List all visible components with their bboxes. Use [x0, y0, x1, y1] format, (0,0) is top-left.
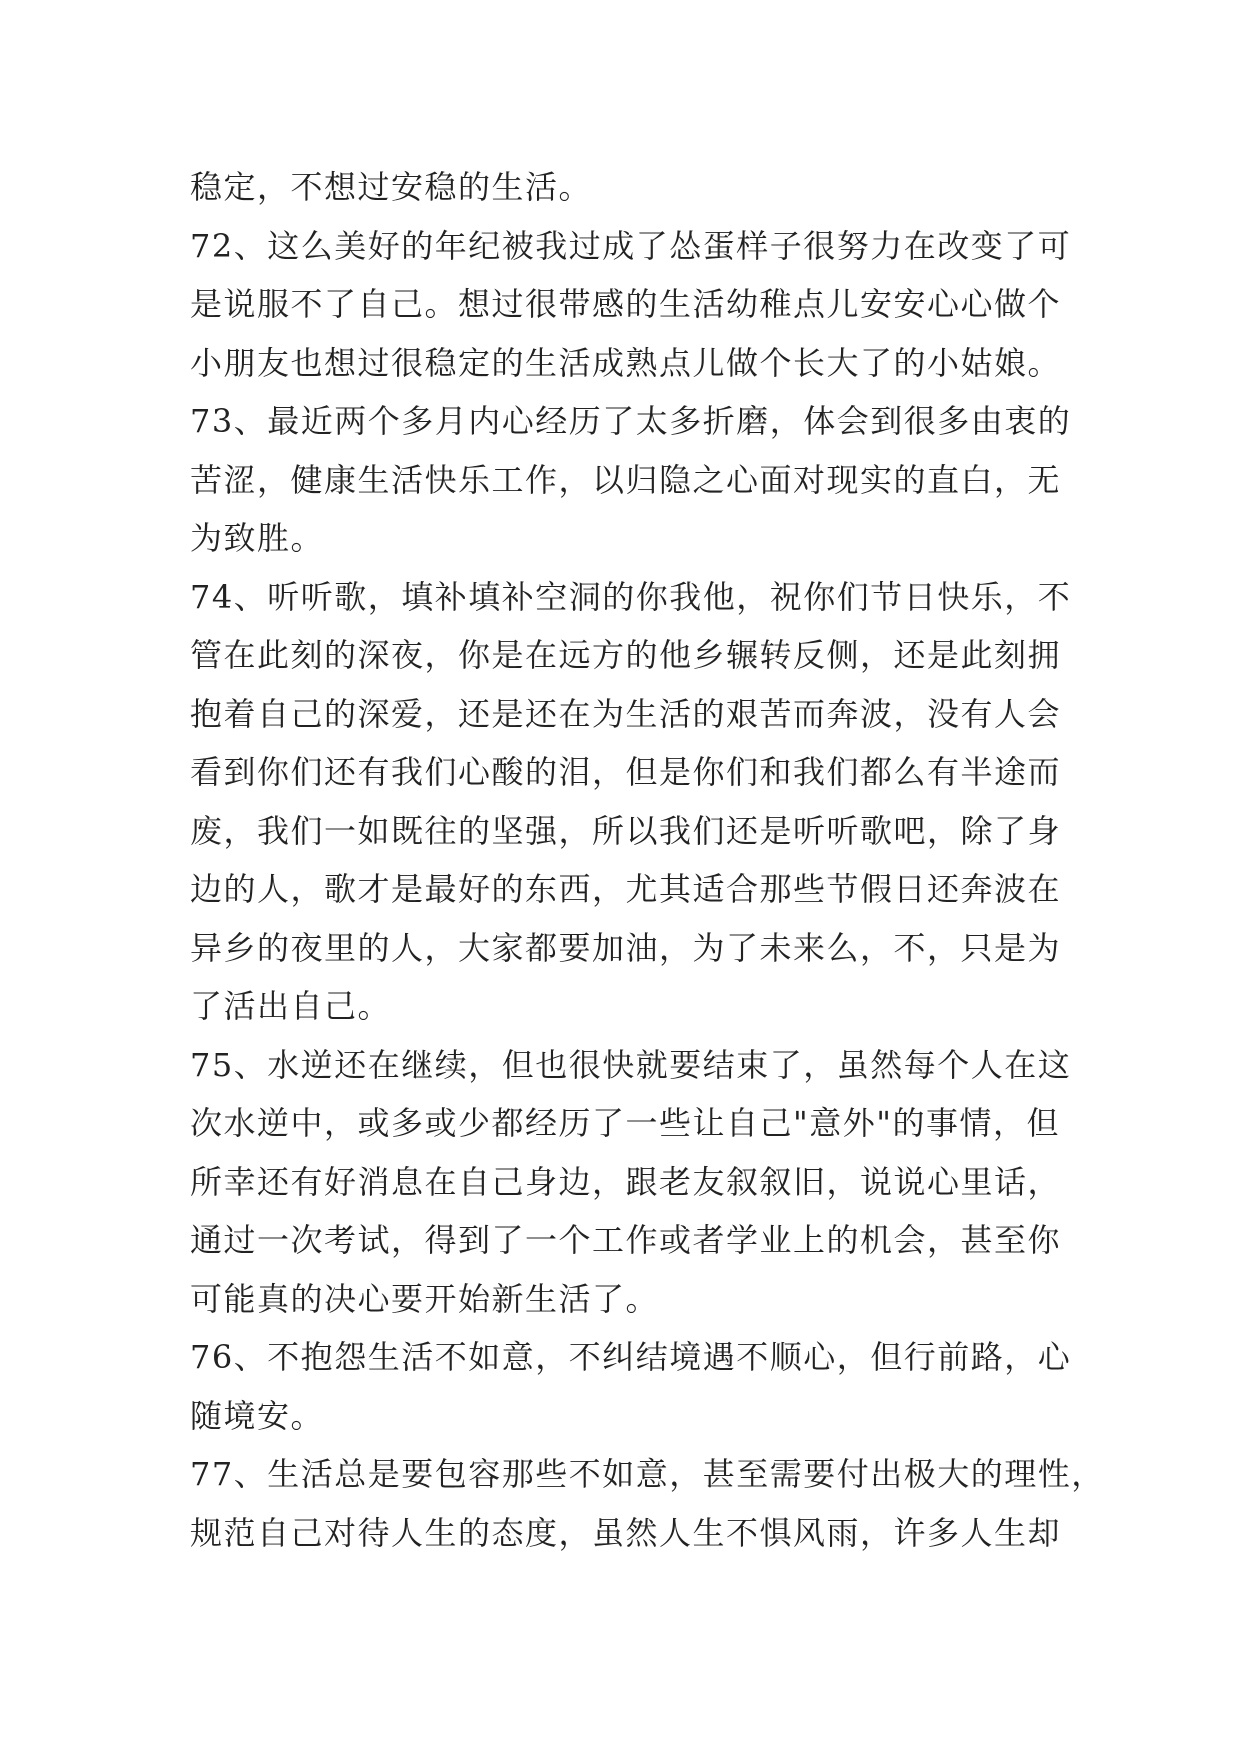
text-line: 看到你们还有我们心酸的泪，但是你们和我们都么有半途而 [190, 753, 1062, 791]
text-line: 稳定，不想过安稳的生活。 [190, 168, 593, 206]
text-line: 管在此刻的深夜，你是在远方的他乡辗转反侧，还是此刻拥 [190, 636, 1062, 674]
text-line: 随境安。 [190, 1396, 325, 1435]
text-line: 为致胜。 [190, 519, 325, 557]
text-line: 小朋友也想过很稳定的生活成熟点儿做个长大了的小姑娘。 [190, 343, 1062, 382]
text-line: 规范自己对待人生的态度，虽然人生不惧风雨，许多人生却 [190, 1513, 1062, 1552]
text-line: 74、听听歌，填补填补空洞的你我他，祝你们节日快乐，不 [190, 577, 1072, 616]
text-line: 了活出自己。 [190, 987, 392, 1025]
text-line: 可能真的决心要开始新生活了。 [190, 1279, 660, 1318]
text-line: 废，我们一如既往的坚强，所以我们还是听听歌吧，除了身 [190, 811, 1062, 850]
text-line: 抱着自己的深爱，还是还在为生活的艰苦而奔波，没有人会 [190, 694, 1062, 733]
document-body [190, 158, 1105, 1562]
text-line: 次水逆中，或多或少都经历了一些让自己"意外"的事情，但 [190, 1104, 1060, 1142]
text-line: 异乡的夜里的人，大家都要加油，为了未来么，不，只是为 [190, 928, 1062, 967]
text-line: 通过一次考试，得到了一个工作或者学业上的机会，甚至你 [190, 1221, 1062, 1259]
text-line: 是说服不了自己。想过很带感的生活幼稚点儿安安心心做个 [190, 285, 1062, 323]
text-line: 边的人，歌才是最好的东西，尤其适合那些节假日还奔波在 [190, 870, 1062, 908]
text-line: 75、水逆还在继续，但也很快就要结束了，虽然每个人在这 [190, 1045, 1072, 1084]
text-line: 所幸还有好消息在自己身边，跟老友叙叙旧，说说心里话， [190, 1162, 1062, 1201]
text-line: 77、生活总是要包容那些不如意，甚至需要付出极大的理性， [190, 1455, 1105, 1493]
text-line: 苦涩，健康生活快乐工作，以归隐之心面对现实的直白，无 [190, 460, 1062, 499]
text-line: 73、最近两个多月内心经历了太多折磨，体会到很多由衷的 [190, 402, 1072, 440]
text-line: 76、不抱怨生活不如意，不纠结境遇不顺心，但行前路，心 [190, 1338, 1072, 1376]
text-line: 72、这么美好的年纪被我过成了怂蛋样子很努力在改变了可 [190, 226, 1072, 265]
